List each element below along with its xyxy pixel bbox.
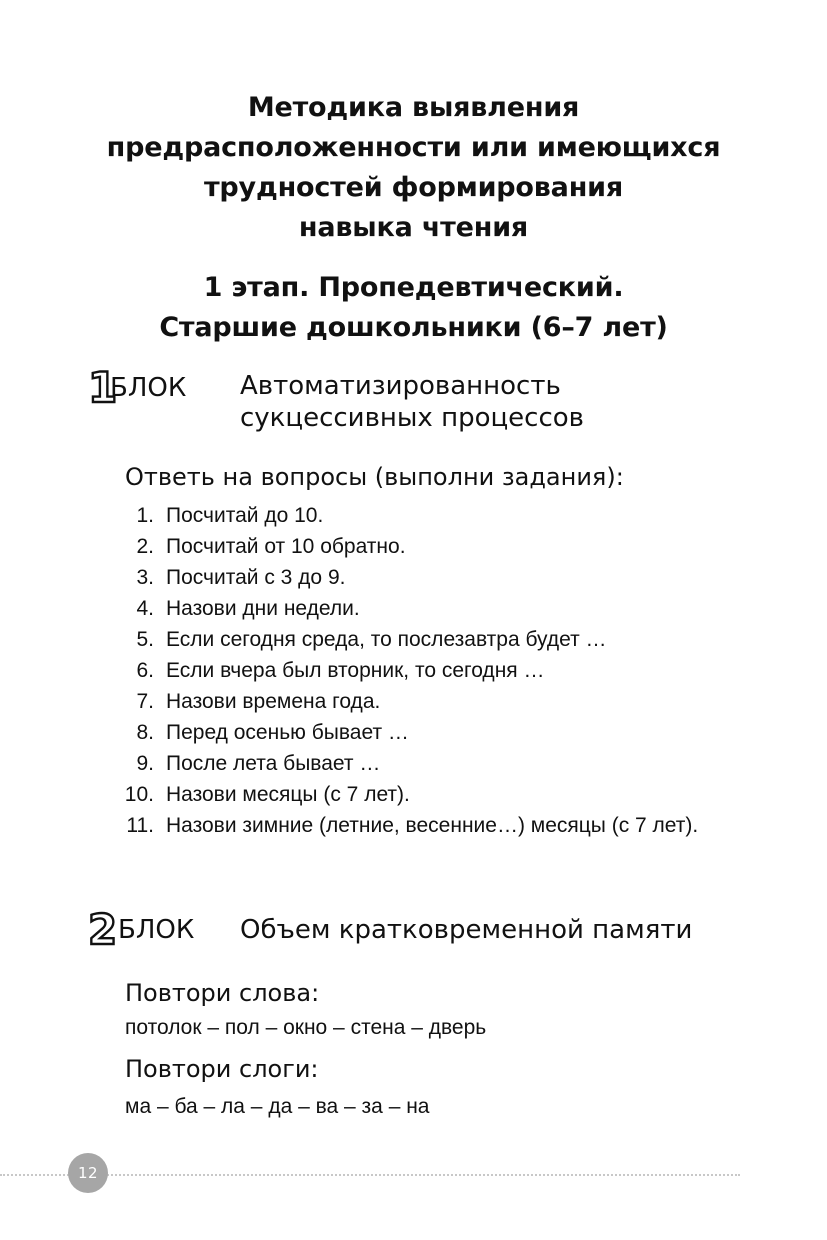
block-2-number: 2 [88,905,118,954]
task-text: Назови дни недели. [166,597,360,620]
list-item [110,717,750,748]
list-item [110,531,750,562]
block-1-title-line: сукцессивных процессов [240,403,584,433]
stage-line: 1 этап. Пропедевтический. [203,272,624,303]
list-item [110,779,750,810]
list-item [110,562,750,593]
block-2-word: БЛОК [118,915,195,945]
block-1-number: 1 [88,363,118,412]
title-line: навыка чтения [298,212,529,243]
words-prompt: Повтори слова: [125,979,320,1007]
block-2-title: Объем кратковременной памяти [240,915,693,945]
title-line: предрасположенности или имеющихся [106,132,721,163]
task-text: Назови времена года. [166,690,381,713]
task-text: Перед осенью бывает … [166,721,409,744]
block-1-heading [88,363,187,412]
task-list [110,500,750,841]
task-number: 3. [136,566,154,589]
syllables-prompt: Повтори слоги: [125,1055,319,1083]
stage-heading [0,268,827,348]
task-text: После лета бывает … [166,752,381,775]
list-item [110,748,750,779]
task-text: Если сегодня среда, то послезавтра будет … [166,628,607,651]
page-number: 12 [68,1153,108,1193]
list-item [110,593,750,624]
task-number: 8. [136,721,154,744]
task-number: 11. [126,814,154,837]
block-1-title-line: Автоматизированность [240,371,561,401]
words-sequence: потолок – пол – окно – стена – дверь [125,1016,487,1039]
block-1-word: БЛОК [110,373,187,403]
task-text: Назови зимние (летние, весенние…) месяцы (с 7 лет). [166,814,699,837]
syllables-sequence: ма – ба – ла – да – ва – за – на [125,1095,430,1118]
task-number: 6. [136,659,154,682]
task-text: Посчитай от 10 обратно. [166,535,406,558]
title-line: трудностей формирования [203,172,623,203]
task-number: 4. [136,597,154,620]
block-1-prompt: Ответь на вопросы (выполни задания): [125,463,624,491]
task-number: 1. [136,504,154,527]
task-number: 10. [124,783,154,806]
task-text: Если вчера был вторник, то сегодня … [166,659,545,682]
task-number: 5. [136,628,154,651]
task-number: 9. [136,752,154,775]
page-title [0,88,827,248]
title-line: Методика выявления [247,92,580,123]
block-2-heading [88,905,195,954]
list-item [110,686,750,717]
task-number: 2. [136,535,154,558]
footer-divider [0,1174,740,1176]
task-text: Посчитай до 10. [166,504,324,527]
stage-line: Старшие дошкольники (6–7 лет) [159,312,668,343]
task-number: 7. [136,690,154,713]
task-text: Посчитай с 3 до 9. [166,566,346,589]
list-item [110,500,750,531]
list-item [110,810,750,841]
task-text: Назови месяцы (с 7 лет). [166,783,410,806]
list-item [110,624,750,655]
list-item [110,655,750,686]
block-1-title [240,370,584,434]
